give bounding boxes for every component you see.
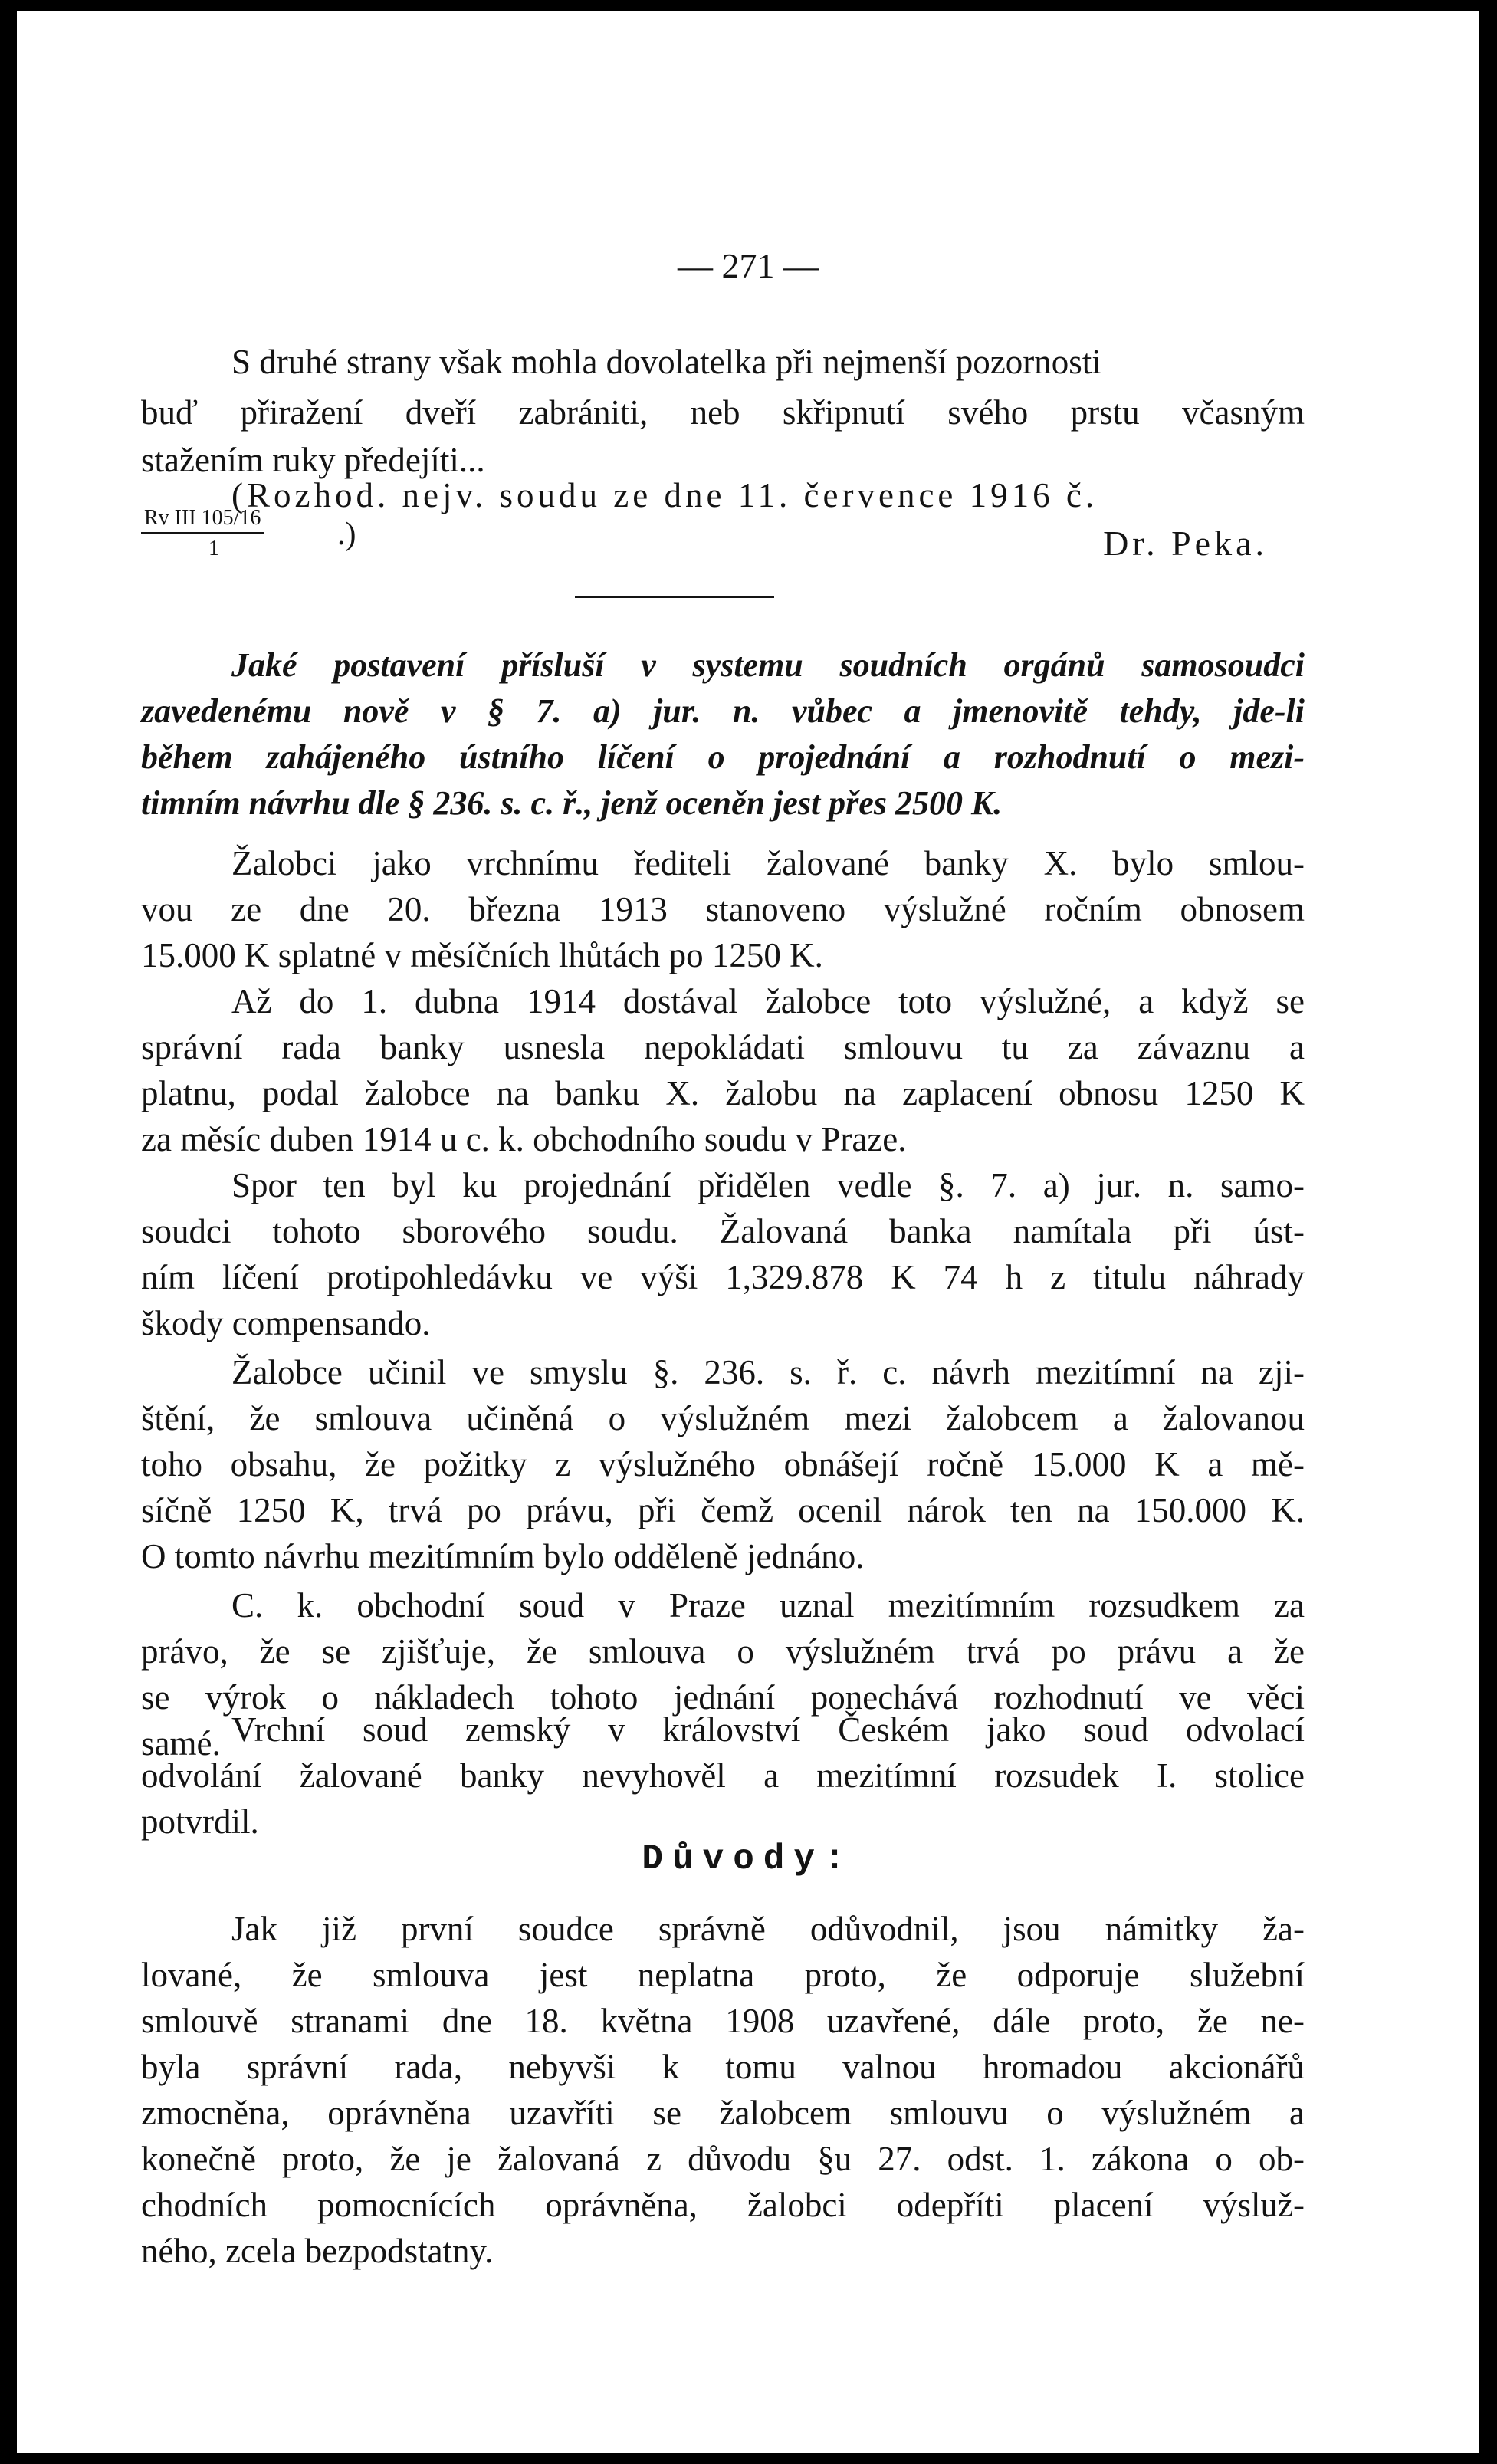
case-reference-number: Rv III 105/16 xyxy=(141,508,264,534)
divider xyxy=(575,596,774,598)
text-line: toho obsahu, že požitky z výslužného obnášejí ročně 15.000 K a mě- xyxy=(141,1445,1305,1483)
text-line: platnu, podal žalobce na banku X. žalobu na zaplacení obnosu 1250 K xyxy=(141,1074,1305,1112)
text-line: Spor ten byl ku projednání přidělen vedle §. 7. a) jur. n. samo- xyxy=(231,1166,1305,1204)
title-line: během zahájeného ústního líčení o projednání a rozhodnutí o mezi- xyxy=(141,738,1305,776)
text-line: Žalobci jako vrchnímu řediteli žalované banky X. bylo smlou- xyxy=(231,844,1305,882)
page-number: — 271 — xyxy=(678,246,819,285)
title-line: Jaké postavení přísluší v systemu soudních orgánů samosoudci xyxy=(231,646,1305,684)
title-line: zavedenému nově v § 7. a) jur. n. vůbec a jmenovitě tehdy, jde-li xyxy=(141,692,1305,730)
text-line: lované, že smlouva jest neplatna proto, že odporuje služební xyxy=(141,1956,1305,1994)
text-line: buď přiražení dveří zabrániti, neb skřipnutí svého prstu včasným xyxy=(141,393,1305,432)
signature: Dr. Peka. xyxy=(1103,524,1268,563)
text-line: chodních pomocnících oprávněna, žalobci odepříti placení výsluž- xyxy=(141,2186,1305,2224)
case-reference-denominator: 1 xyxy=(208,537,219,560)
text-line: 15.000 K splatné v měsíčních lhůtách po 1250 K. xyxy=(141,936,823,974)
text-line: škody compensando. xyxy=(141,1304,431,1342)
text-line: Žalobce učinil ve smyslu §. 236. s. ř. c. návrh mezitímní na zji- xyxy=(231,1353,1305,1391)
case-reference xyxy=(141,506,356,560)
text-line: byla správní rada, nebyvši k tomu valnou hromadou akcionářů xyxy=(141,2048,1305,2086)
text-line: O tomto návrhu mezitímním bylo odděleně jednáno. xyxy=(141,1537,865,1575)
text-line: potvrdil. xyxy=(141,1802,259,1841)
text-line: Až do 1. dubna 1914 dostával žalobce toto výslužné, a když se xyxy=(231,982,1305,1020)
text-line: Jak již první soudce správně odůvodnil, jsou námitky ža- xyxy=(231,1910,1305,1948)
text-line: C. k. obchodní soud v Praze uznal mezitímním rozsudkem za xyxy=(231,1586,1305,1625)
text-line: právo, že se zjišťuje, že smlouva o výslužném trvá po právu a že xyxy=(141,1632,1305,1671)
text-line: Vrchní soud zemský v království Českém jako soud odvolací xyxy=(231,1710,1305,1749)
text-line: stažením ruky předejíti... xyxy=(141,441,485,479)
text-line: odvolání žalované banky nevyhověl a mezitímní rozsudek I. stolice xyxy=(141,1756,1305,1795)
text-line: konečně proto, že je žalovaná z důvodu §u 27. odst. 1. zákona o ob- xyxy=(141,2140,1305,2178)
text-line: ného, zcela bezpodstatny. xyxy=(141,2232,494,2270)
text-line: soudci tohoto sborového soudu. Žalovaná banka namítala při úst- xyxy=(141,1212,1305,1250)
text-line: správní rada banky usnesla nepokládati smlouvu tu za závaznu a xyxy=(141,1028,1305,1066)
reasons-heading: Důvody: xyxy=(642,1839,855,1879)
text-line: samé. xyxy=(141,1724,221,1763)
text-line: ním líčení protipohledávku ve výši 1,329.878 K 74 h z titulu náhrady xyxy=(141,1258,1305,1296)
text-line: se výrok o nákladech tohoto jednání ponechává rozhodnutí ve věci xyxy=(141,1678,1305,1717)
citation-line: (Rozhod. nejv. soudu ze dne 11. července 1916 č. xyxy=(231,476,1098,514)
text-line: smlouvě stranami dne 18. května 1908 uzavřené, dále proto, že ne- xyxy=(141,2002,1305,2040)
text-line: zmocněna, oprávněna uzavříti se žalobcem smlouvu o výslužném a xyxy=(141,2094,1305,2132)
document-page xyxy=(17,11,1479,2453)
text-line: štění, že smlouva učiněná o výslužném mezi žalobcem a žalovanou xyxy=(141,1399,1305,1437)
case-reference-close: .) xyxy=(337,517,356,552)
text-line: za měsíc duben 1914 u c. k. obchodního soudu v Praze. xyxy=(141,1120,907,1158)
text-line: síčně 1250 K, trvá po právu, při čemž ocenil nárok ten na 150.000 K. xyxy=(141,1491,1305,1529)
title-line: timním návrhu dle § 236. s. c. ř., jenž oceněn jest přes 2500 K. xyxy=(141,784,1003,822)
text-line: S druhé strany však mohla dovolatelka při nejmenší pozornosti xyxy=(231,343,1101,381)
text-line: vou ze dne 20. března 1913 stanoveno výslužné ročním obnosem xyxy=(141,890,1305,928)
